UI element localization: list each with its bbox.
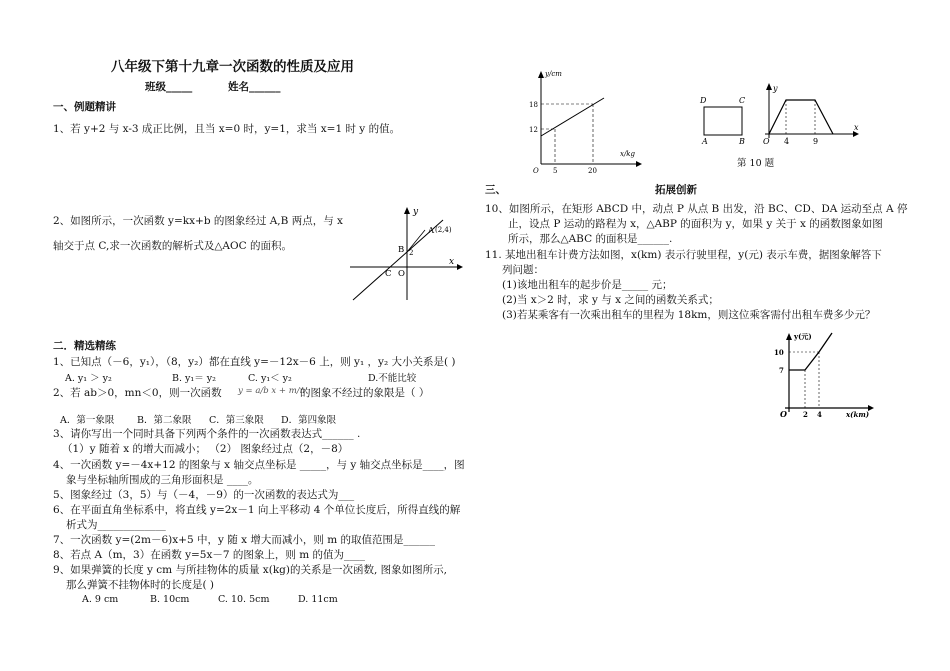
practice-4-line1: 4、一次函数 y=－4x+12 的图象与 x 轴交点坐标是 _____，与 y 轴交点坐标是____，图 [53,459,465,471]
practice-6-line1: 6、在平面直角坐标系中，将直线 y=2x－1 向上平移动 4 个单位长度后，所得直线的解 [53,504,461,516]
function-line [541,98,604,136]
origin-label: O [763,137,770,146]
practice-2-option-a: A．第一象限 [60,415,115,426]
practice-3-conditions: （1）y 随着 x 的增大而减小； （2） 图象经过点（2，－8） [62,443,349,455]
x-axis-label: x(km) [846,410,870,419]
trapezoid-graph [769,100,833,134]
practice-2-option-b: B．第二象限 [137,415,192,426]
point-a-label: A [428,226,435,236]
practice-1-option-a: A. y₁ ＞ y₂ [65,373,112,384]
practice-9-option-b: B. 10cm [150,594,190,605]
tick-2-label: 2 [409,249,414,257]
x-axis-arrow [457,264,463,270]
rect-label-a: A [702,137,708,146]
q2-figure [345,200,465,305]
tick-y10: 10 [774,348,784,357]
point-b-label: B [398,245,405,255]
practice-9-line1: 9、如果弹簧的长度 y cm 与所挂物体的质量 x(kg)的关系是一次函数, 图象如图所示, [53,564,448,576]
question-10-line3: 所示，那么△ABC 的面积是______. [508,233,673,245]
practice-2-option-c: C．第三象限 [209,415,264,426]
y-axis-arrow [786,333,792,340]
rectangle-abcd [704,107,742,135]
y-label: y [773,84,778,93]
practice-7: 7、一次函数 y=(2m－6)x+5 中，y 随 x 增大而减小，则 m 的取值范围是______ [53,534,435,546]
question-2-line2: 轴交于点 C,求一次函数的解析式及△AOC 的面积。 [53,240,292,252]
tick-x2: 2 [803,410,808,419]
practice-2-option-d: D．第四象限 [281,415,337,426]
practice-1-option-b: B. y₁＝ y₂ [172,373,216,384]
question-1: 1、若 y+2 与 x-3 成正比例，且当 x=0 时，y=1，求当 x=1 时 y 的值。 [53,123,401,135]
q10-figure [697,82,867,157]
y-axis-label: y/cm [545,70,562,78]
question-11-line1: 11. 某地出租车计费方法如图，x(km) 表示行驶里程，y(元) 表示车费，据图象解答下 [485,249,882,261]
rect-label-c: C [739,96,746,105]
question-10-line1: 10、如图所示，在矩形 ABCD 中，动点 P 从点 B 出发，沿 BC、CD、DA 运动至点 A 停 [485,203,908,215]
tick-x5: 5 [553,167,558,174]
practice-2-text-a: 2、若 ab＞0，mn＜0，则一次函数 [53,387,222,399]
point-a-coord: (2,4) [435,226,452,234]
tick-x4: 4 [784,137,790,146]
practice-2-formula: y = a/b x + m/n [238,386,306,396]
practice-2-text-b: 的图象不经过的象限是（ ） [300,387,430,399]
section2-heading: 二．精选精练 [53,340,116,352]
practice-9-line2: 那么弹簧不挂物体时的长度是( ) [66,579,215,591]
practice-4-line2: 象与坐标轴所围成的三角形面积是 ____。 [66,474,259,486]
y-axis-arrow [766,83,772,90]
practice-1-option-c: C. y₁＜ y₂ [248,373,292,384]
question-2-line1: 2、如图所示，一次函数 y=kx+b 的图象经过 A,B 两点，与 x [53,215,343,227]
tick-y18: 18 [529,101,538,109]
rect-label-b: B [739,137,745,146]
y-axis-arrow [404,207,410,214]
y-axis-arrow [538,71,544,78]
section3-heading-number: 三、 [485,184,506,196]
section3-heading: 拓展创新 [655,184,697,196]
question-11-line2: 列问题： [502,264,544,276]
question-11-part3: (3)若某乘客有一次乘出租车的里程为 18km，则这位乘客需付出租车费多少元？ [502,309,876,321]
tick-y7: 7 [779,366,784,375]
practice-1-option-d: D.不能比较 [368,373,417,384]
question-11-part1: (1)该地出租车的起步价是_____ 元； [502,279,673,291]
page-title: 八年级下第十九章一次函数的性质及应用 [111,59,354,75]
practice-9-option-c: C. 10. 5cm [218,594,270,605]
q9-figure [528,66,644,174]
x-label: x [854,123,859,132]
x-axis-arrow [636,161,642,167]
origin-label: O [533,167,539,174]
figure-10-caption: 第 10 题 [737,158,775,169]
q11-figure [772,328,882,420]
tick-x4: 4 [817,410,822,419]
practice-3: 3、请你写出一个同时具备下列两个条件的一次函数表达式______ . [53,428,361,440]
rect-label-d: D [700,96,707,105]
x-axis-label: x/kg [620,150,636,158]
x-label: x [449,257,455,267]
point-c-label: C [385,269,392,279]
tick-x9: 9 [813,137,819,146]
question-11-part2: (2)当 x＞2 时，求 y 与 x 之间的函数关系式； [502,294,719,306]
practice-6-line2: 析式为_____________ [66,519,166,531]
origin-label: O [398,269,405,279]
y-label: y [413,207,419,217]
practice-1: 1、已知点（－6，y₁），（8，y₂）都在直线 y=－12x－6 上，则 y₁ ，y₂ 大小关系是( ) [53,356,456,368]
origin-label: O [780,409,787,419]
practice-9-option-d: D. 11cm [298,594,338,605]
tick-x20: 20 [588,167,597,174]
section1-heading: 一、例题精讲 [53,101,116,113]
tick-y12: 12 [529,126,538,134]
y-axis-label: y(元) [794,332,812,341]
class-field-label: 班级_____ [145,81,193,93]
practice-8: 8、若点 A（m，3）在函数 y=5x－7 的图象上，则 m 的值为____ [53,549,366,561]
question-10-line2: 止，设点 P 运动的路程为 x，△ABP 的面积为 y，如果 y 关于 x 的函数图象如图 [508,218,883,230]
name-field-label: 姓名______ [228,81,281,93]
practice-9-option-a: A. 9 cm [82,594,119,605]
practice-5: 5、图象经过（3，5）与（－4，－9）的一次函数的表达式为___ [53,489,355,501]
